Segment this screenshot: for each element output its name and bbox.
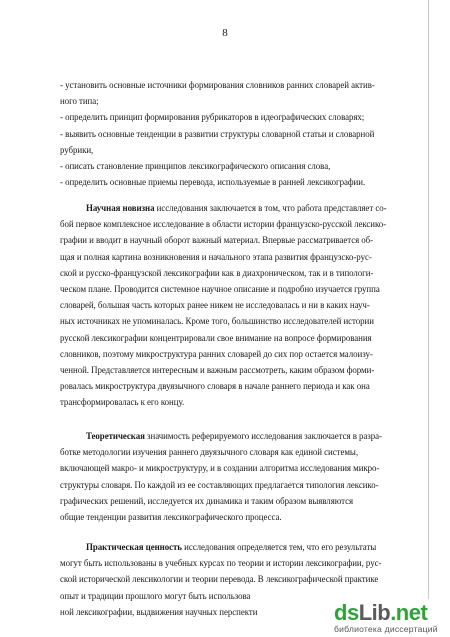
goal-line: - определить принцип формирования рубрикаторов в идеографических словарях; xyxy=(60,112,365,123)
novelty-term: Научная новизна xyxy=(86,203,155,213)
goal-line: рубрики, xyxy=(60,144,94,155)
paragraph-line: ческом плане. Проводится системное научное описание и подробно изучается группа xyxy=(60,283,380,294)
goal-line: ного типа; xyxy=(60,96,99,107)
logo-dark-part: Lib xyxy=(358,600,391,625)
watermark-subtitle: библиотека диссертаций xyxy=(334,624,438,634)
goal-line: - установить основные источники формирования словников ранних словарей актив- xyxy=(60,80,375,90)
paragraph-line: могут быть использованы в учебных курсах по теории и истории лексикографии, рус- xyxy=(60,558,382,569)
page-edge-line xyxy=(428,0,429,637)
theory-first-rest: значимость реферируемого исследования заключается в разра- xyxy=(144,431,382,441)
goal-line: - определить основные приемы перевода, используемые в ранней лексикографии. xyxy=(60,177,366,188)
paragraph-line: ченной. Представляется интересным и важным рассмотреть, каким образом форми- xyxy=(60,364,375,375)
paragraph-line: графических решений, исследуется их динамика и таким образом выявляются xyxy=(60,495,354,506)
goals-list xyxy=(60,77,407,190)
paragraph-first-line xyxy=(60,200,407,216)
paragraph-line: щая и полная картина возникновения и начального этапа развития французско-рус- xyxy=(60,251,372,262)
paragraph-line: русской лексикографии концентрировали свое внимание на вопросе формирования xyxy=(60,332,372,343)
paragraph-first-line xyxy=(60,539,407,555)
novelty-paragraph xyxy=(60,200,407,410)
page-number: 8 xyxy=(222,27,228,39)
paragraph-line: бой первое комплексное исследование в области истории французско-русской лексико- xyxy=(60,219,387,230)
paragraph-line: словарей, большая часть которых ранее никем не исследовалась и ни в каких науч- xyxy=(60,300,370,311)
paragraph-line: включающей макро- и микроструктуру, и в создании алгоритма исследования микро- xyxy=(60,463,380,474)
paragraph-line: структуры словаря. По каждой из ее составляющих предлагается типология лексико- xyxy=(60,479,379,490)
logo-green-part: ds xyxy=(334,600,359,625)
paragraph-line: ровалась микроструктура двуязычного словаря в начале раннего периода и как она xyxy=(60,381,370,392)
goal-line: - описать становление принципов лексикографического описания слова, xyxy=(60,160,331,171)
dslib-logo xyxy=(334,600,427,626)
paragraph-line: ской исторической лексикологии и теории перевода. В лексикографической практике xyxy=(60,574,379,585)
paragraph-line: ных источниках не упоминалась. Кроме того, большинство исследователей истории xyxy=(60,316,374,327)
paragraph-line: ботке методологии изучения раннего двуязычного словаря как единой системы, xyxy=(60,447,359,458)
practice-first-rest: исследования определяется тем, что его результаты xyxy=(181,542,377,552)
paragraph-line: общие тенденции развития лексикографического процесса. xyxy=(60,511,282,522)
paragraph-line: ной лексикографии, выдвижения научных перспекти xyxy=(60,606,258,617)
paragraph-line: опыт и традиции прошлого могут быть использова xyxy=(60,590,251,601)
goal-line: - выявить основные тенденции в развитии структуры словарной статьи и словарной xyxy=(60,128,375,139)
paragraph-line: графии и вводит в научный оборот важный материал. Впервые рассматривается об- xyxy=(60,235,374,246)
logo-tail-part: .net xyxy=(390,600,428,625)
practice-term: Практическая ценность xyxy=(86,542,182,552)
paragraph-line: ской и русско-французской лексикографии как в диахроническом, так и в типологи- xyxy=(60,267,374,278)
paragraph-line: трансформировалась к его концу. xyxy=(60,397,185,408)
paragraph-line: словников, поэтому микроструктура ранних словарей до сих пор остается малоизу- xyxy=(60,348,373,359)
theory-paragraph xyxy=(60,428,407,525)
novelty-first-rest: исследования заключается в том, что работа представляет со- xyxy=(154,203,387,213)
dslib-watermark xyxy=(328,599,450,637)
theory-term: Теоретическая xyxy=(86,431,145,441)
paragraph-first-line xyxy=(60,428,407,444)
